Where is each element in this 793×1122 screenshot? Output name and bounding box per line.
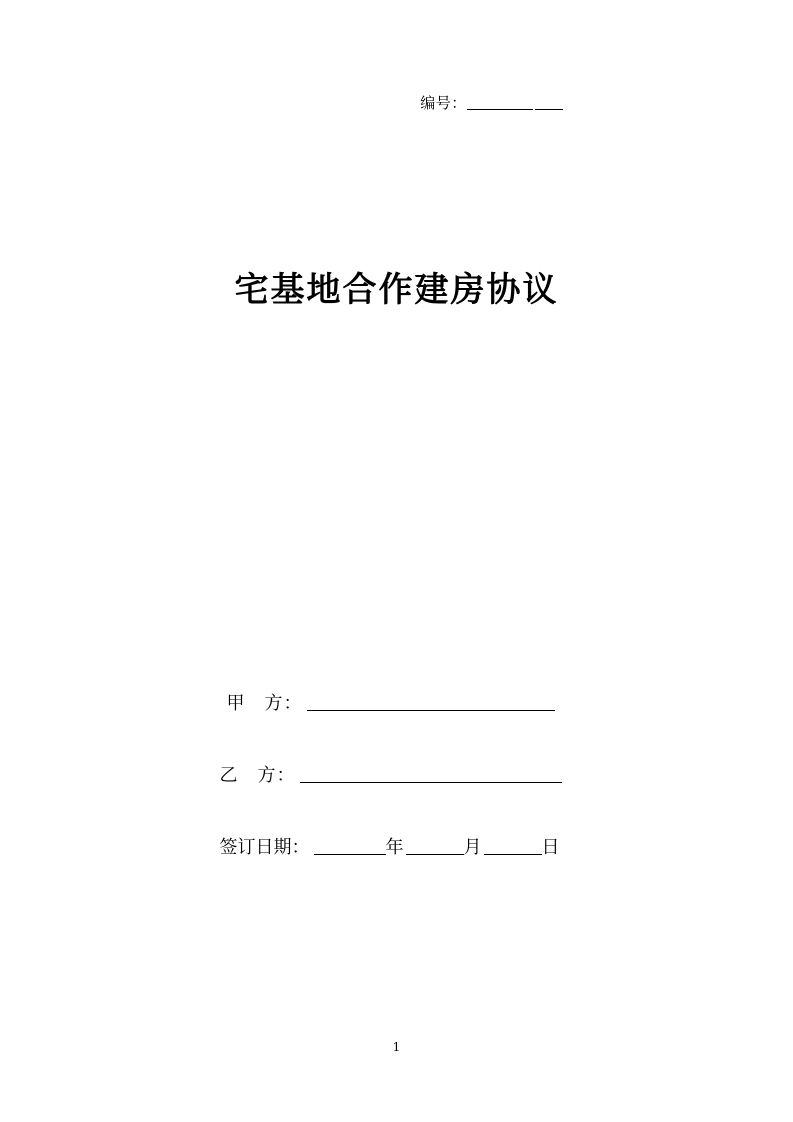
signing-date-year-unit: 年 — [385, 837, 404, 858]
party-row-b — [0, 762, 793, 790]
signing-date-year-blank[interactable] — [314, 837, 386, 855]
party-a-inner — [227, 690, 555, 718]
document-number-label: 编号： — [420, 94, 467, 112]
signing-date-day-blank[interactable] — [484, 837, 542, 855]
party-b-input-blank[interactable] — [300, 765, 562, 783]
party-row-a — [0, 690, 793, 718]
signing-date-inner — [220, 834, 560, 862]
page-title: 宅基地合作建房协议 — [234, 270, 559, 310]
party-a-label: 甲 方： — [226, 693, 303, 714]
parties-block — [0, 690, 793, 862]
signing-date-month-unit: 月 — [463, 837, 482, 858]
party-a-input-blank[interactable] — [307, 693, 555, 711]
signing-date-label: 签订日期： — [219, 837, 310, 858]
document-number-line — [0, 92, 793, 114]
party-b-label: 乙 方： — [219, 765, 296, 786]
signing-date-day-unit: 日 — [541, 837, 560, 858]
page-number: 1 — [392, 1040, 401, 1054]
party-b-inner — [220, 762, 562, 790]
document-number-inner — [420, 92, 563, 114]
document-number-blank-2[interactable] — [535, 95, 563, 110]
signing-date-row — [0, 834, 793, 862]
signing-date-month-blank[interactable] — [406, 837, 464, 855]
document-number-blank-1[interactable] — [467, 95, 533, 110]
